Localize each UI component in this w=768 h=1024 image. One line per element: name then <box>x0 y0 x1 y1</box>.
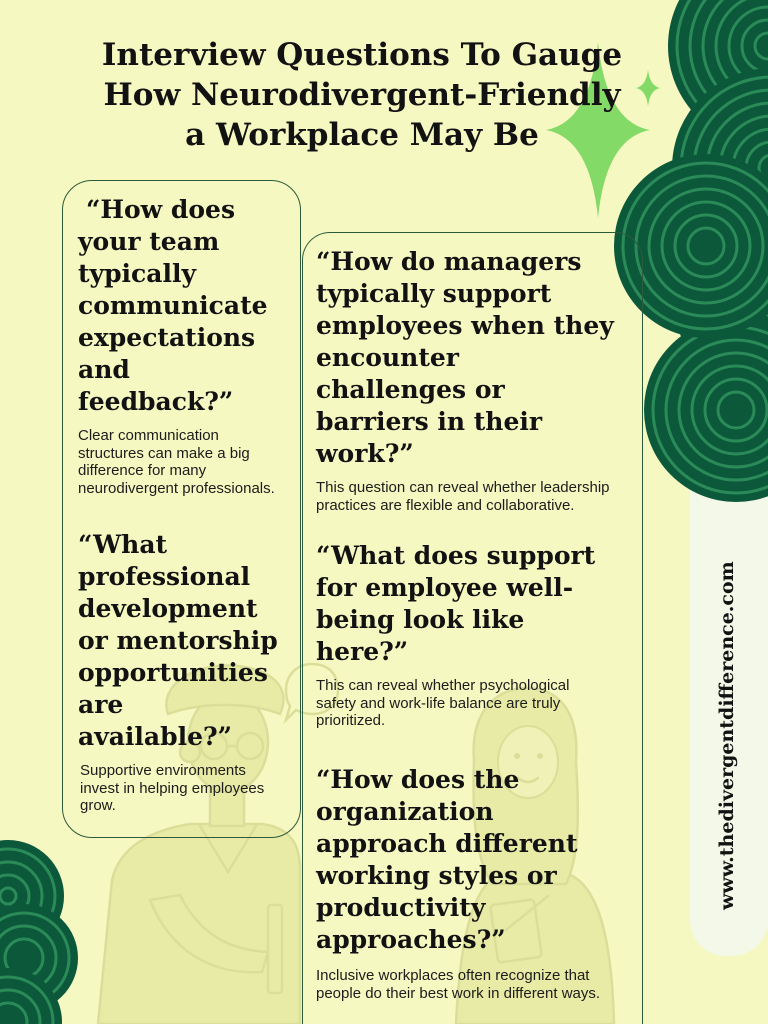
page-title <box>40 35 684 155</box>
question-well-being: “What does support for employee well- being look like here?” <box>316 541 596 666</box>
question-description: This can reveal whether psychological safety and work-life balance are truly prioritized. <box>316 677 570 729</box>
website-url: www.thedivergentdifference.com <box>716 561 738 910</box>
title-line: How Neurodivergent-Friendly <box>103 77 621 113</box>
question-description: Inclusive workplaces often recognize that people do their best work in different ways. <box>316 967 601 1002</box>
question-development: “What professional development or mentorship opportunities are available?” <box>78 530 278 751</box>
title-line: a Workplace May Be <box>185 117 539 153</box>
title-line: Interview Questions To Gauge <box>101 37 623 73</box>
question-manager-support: “How do managers typically support employees when they encounter challenges or barriers in their work?” <box>316 247 614 468</box>
question-working-styles: “How does the organization approach different working styles or productivity approaches?” <box>316 765 578 954</box>
question-description: Clear communication structures can make a big difference for many neurodivergent professionals. <box>78 427 275 497</box>
question-description: This question can reveal whether leadership practices are flexible and collaborative. <box>316 479 610 514</box>
question-description: Supportive environments invest in helping employees grow. <box>80 762 265 814</box>
question-communication: “How does your team typically communicate expectations and feedback?” <box>78 195 268 416</box>
